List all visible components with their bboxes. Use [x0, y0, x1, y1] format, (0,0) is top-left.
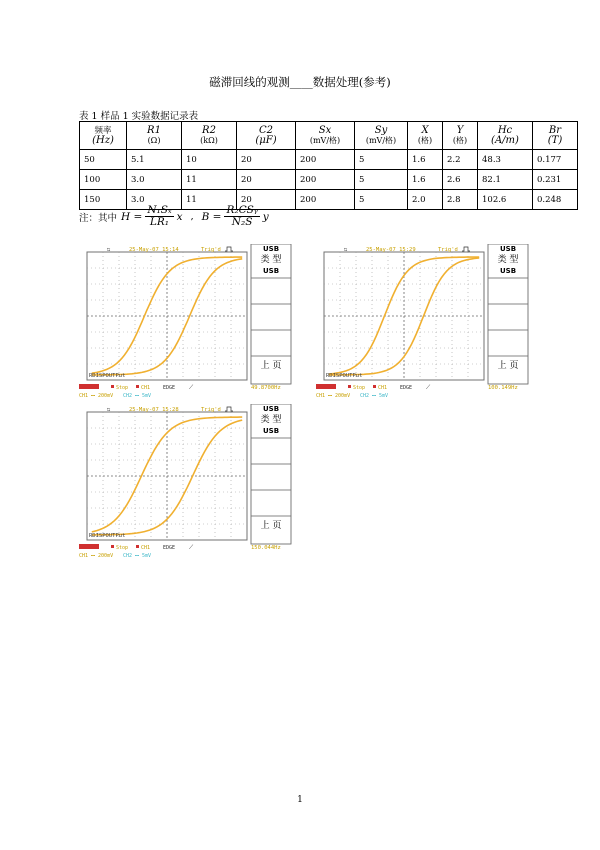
- oscilloscope-screenshot-2: [316, 244, 530, 399]
- b-denominator: N₂S: [231, 216, 253, 228]
- h-denominator: LR₁: [149, 216, 170, 228]
- record-bar: [79, 544, 99, 549]
- h-numerator: N₁Sₓ: [147, 204, 172, 216]
- slope-icon: ⟋: [426, 384, 431, 391]
- side-usb-value: USB: [499, 267, 517, 275]
- h-formula: [121, 205, 183, 228]
- usb-icon: ⇆: [107, 247, 111, 253]
- header-y: Y (格): [443, 122, 478, 150]
- oscilloscope-screenshot-3: [79, 404, 293, 559]
- record-bar: [316, 384, 336, 389]
- trigger-status: Trig'd: [201, 407, 221, 413]
- edge-label: EDGE: [400, 385, 413, 391]
- side-prev-page: 上 页: [260, 521, 282, 531]
- table-cell: 5: [355, 170, 408, 190]
- stop-label: Stop: [116, 385, 129, 391]
- table-cell: 2.0: [408, 190, 443, 210]
- table-cell: 20: [237, 170, 296, 190]
- table-cell: 20: [237, 190, 296, 210]
- b-fraction: [224, 205, 259, 228]
- ch2-scale: CH2 ⎓ 5mV: [123, 393, 152, 399]
- table-cell: 5.1: [127, 150, 182, 170]
- slope-icon: ⟋: [189, 544, 194, 551]
- ch1-source-label: CH1: [141, 385, 151, 391]
- stop-indicator: [111, 385, 114, 388]
- page-title: 磁滞回线的观测____数据处理(参考): [209, 75, 391, 89]
- output-label: RDISPOUTPut: [89, 533, 126, 539]
- table-cell: 10: [182, 150, 237, 170]
- table-cell: 0.248: [533, 190, 578, 210]
- table-row: [80, 150, 578, 170]
- side-prev-page: 上 页: [260, 361, 282, 371]
- header-hc: Hc (A/m): [478, 122, 533, 150]
- table-cell: 3.0: [127, 190, 182, 210]
- ch2-scale: CH2 ⎓ 5mV: [123, 553, 152, 559]
- edge-label: EDGE: [163, 545, 176, 551]
- table-cell: 200: [296, 150, 355, 170]
- stop-indicator: [111, 545, 114, 548]
- h-fraction: [145, 205, 173, 228]
- frequency-readout: 49.8700Hz: [251, 385, 281, 391]
- table-header-row: [80, 122, 578, 150]
- header-r2: R2 (kΩ): [182, 122, 237, 150]
- b-variable: y: [262, 210, 269, 223]
- table-cell: 50: [80, 150, 127, 170]
- ch1-indicator: [136, 385, 139, 388]
- data-table: [79, 121, 578, 210]
- page-number: 1: [297, 795, 303, 805]
- stop-indicator: [348, 385, 351, 388]
- table-cell: 3.0: [127, 170, 182, 190]
- stop-label: Stop: [353, 385, 366, 391]
- table-cell: 100: [80, 170, 127, 190]
- table-cell: 0.177: [533, 150, 578, 170]
- ch1-indicator: [373, 385, 376, 388]
- table-cell: 82.1: [478, 170, 533, 190]
- ch1-indicator: [136, 545, 139, 548]
- trigger-status: Trig'd: [201, 247, 221, 253]
- side-usb-value: USB: [262, 267, 280, 275]
- frequency-readout: 150.044Hz: [251, 545, 281, 551]
- table-cell: 48.3: [478, 150, 533, 170]
- header-c2: C2 (μF): [237, 122, 296, 150]
- output-label: RDISPOUTPut: [89, 373, 126, 379]
- table-cell: 2.8: [443, 190, 478, 210]
- ch1-scale: CH1 ⎓ 200mV: [79, 393, 114, 399]
- ch1-source-label: CH1: [378, 385, 388, 391]
- header-br: Br (T): [533, 122, 578, 150]
- table-cell: 5: [355, 150, 408, 170]
- output-label: RDISPOUTPut: [326, 373, 363, 379]
- scope-datetime: 25-May-07 15:14: [129, 247, 179, 253]
- b-formula: [202, 205, 269, 228]
- header-r1: R1 (Ω): [127, 122, 182, 150]
- table-cell: 11: [182, 190, 237, 210]
- side-usb-title: USB: [499, 245, 517, 253]
- formula-note: [79, 205, 269, 228]
- table-cell: 2.6: [443, 170, 478, 190]
- side-type-label: 类 型: [260, 415, 282, 425]
- scope-datetime: 25-May-07 15:28: [129, 407, 179, 413]
- trigger-status: Trig'd: [438, 247, 458, 253]
- table-cell: 1.6: [408, 150, 443, 170]
- ch1-source-label: CH1: [141, 545, 151, 551]
- note-prefix: 注：其中: [79, 212, 118, 224]
- table-caption: 表 1 样品 1 实验数据记录表: [79, 111, 199, 122]
- side-usb-title: USB: [262, 405, 280, 413]
- b-lhs: B =: [201, 210, 222, 223]
- table-cell: 0.231: [533, 170, 578, 190]
- side-usb-title: USB: [262, 245, 280, 253]
- table-cell: 102.6: [478, 190, 533, 210]
- table-cell: 200: [296, 170, 355, 190]
- table-cell: 150: [80, 190, 127, 210]
- ch1-scale: CH1 ⎓ 200mV: [79, 553, 114, 559]
- oscilloscope-screenshot-1: [79, 244, 293, 399]
- formula-separator: ,: [190, 211, 194, 222]
- header-x: X (格): [408, 122, 443, 150]
- side-prev-page: 上 页: [497, 361, 519, 371]
- h-variable: x: [176, 210, 183, 223]
- table-cell: 20: [237, 150, 296, 170]
- table-cell: 11: [182, 170, 237, 190]
- table-cell: 1.6: [408, 170, 443, 190]
- slope-icon: ⟋: [189, 384, 194, 391]
- header-sy: Sy (mV/格): [355, 122, 408, 150]
- header-sx: Sx (mV/格): [296, 122, 355, 150]
- scope-datetime: 25-May-07 15:29: [366, 247, 416, 253]
- h-lhs: H =: [121, 210, 143, 223]
- b-numerator: R₂CSᵧ: [226, 204, 258, 216]
- table-cell: 200: [296, 190, 355, 210]
- ch2-scale: CH2 ⎓ 5mV: [360, 393, 389, 399]
- edge-label: EDGE: [163, 385, 176, 391]
- stop-label: Stop: [116, 545, 129, 551]
- frequency-readout: 100.149Hz: [488, 385, 518, 391]
- table-cell: 5: [355, 190, 408, 210]
- record-bar: [79, 384, 99, 389]
- usb-icon: ⇆: [344, 247, 348, 253]
- ch1-scale: CH1 ⎓ 200mV: [316, 393, 351, 399]
- side-usb-value: USB: [262, 427, 280, 435]
- header-freq: 频率 (Hz): [80, 122, 127, 150]
- table-row: [80, 170, 578, 190]
- side-type-label: 类 型: [260, 255, 282, 265]
- usb-icon: ⇆: [107, 407, 111, 413]
- side-type-label: 类 型: [497, 255, 519, 265]
- table-cell: 2.2: [443, 150, 478, 170]
